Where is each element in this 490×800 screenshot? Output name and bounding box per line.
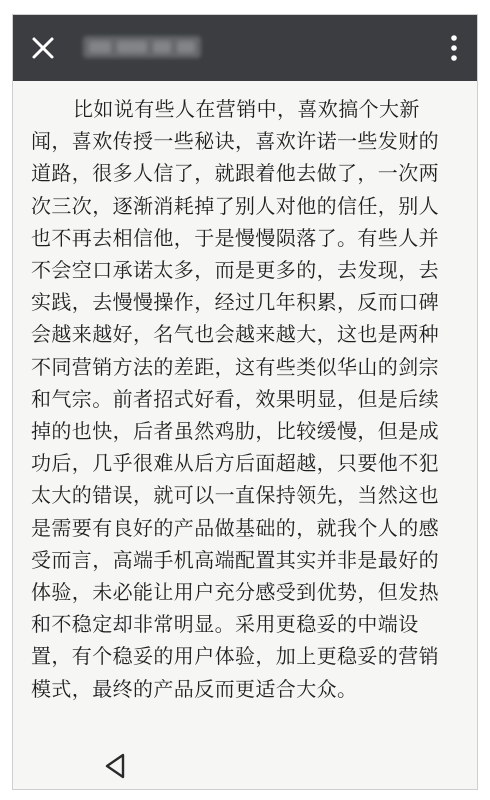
article-line: 道路，很多人信了，就跟着他去做了，一次两 <box>31 161 439 186</box>
back-triangle-icon <box>99 749 133 783</box>
article-line: 不会空口承诺太多，而是更多的，去发现，去 <box>31 258 439 283</box>
title-bar <box>13 15 477 81</box>
article-line: 掉的也快，后者虽然鸡肋，比较缓慢，但是成 <box>31 419 439 444</box>
article-line: 模式，最终的产品反而更适合大众。 <box>31 676 358 701</box>
article-paragraph <box>31 93 467 705</box>
article-line: 置，有个稳妥的用户体验，加上更稳妥的营销 <box>31 644 439 669</box>
navigation-bar <box>13 743 477 789</box>
article-line: 体验，未必能让用户充分感受到优势，但发热 <box>31 580 439 605</box>
article-line: 是需要有良好的产品做基础的，就我个人的感 <box>31 515 439 540</box>
article-line: 会越来越好，名气也会越来越大，这也是两种 <box>31 322 439 347</box>
article-line: 也不再去相信他，于是慢慢陨落了。有些人并 <box>31 225 439 250</box>
article-line: 比如说有些人在营销中，喜欢搞个大新 <box>73 97 420 121</box>
more-options-button[interactable] <box>439 30 469 66</box>
article-content <box>13 81 477 745</box>
article-line: 受而言，高端手机高端配置其实并非是最好的 <box>31 547 439 572</box>
article-line: 和不稳定却非常明显。采用更稳妥的中端设 <box>31 612 419 637</box>
close-icon <box>27 32 59 64</box>
more-vertical-icon <box>439 30 469 66</box>
blurred-page-title <box>83 36 201 58</box>
article-line: 和气宗。前者招式好看，效果明显，但是后续 <box>31 386 439 411</box>
back-button[interactable] <box>99 749 133 783</box>
article-line: 太大的错误，就可以一直保持领先，当然这也 <box>31 483 439 508</box>
article-line: 次三次，逐渐消耗掉了别人对他的信任，别人 <box>31 193 439 218</box>
close-button[interactable] <box>27 32 59 64</box>
article-line: 实践，去慢慢操作，经过几年积累，反而口碑 <box>31 290 439 315</box>
article-line: 功后，几乎很难从后方后面超越，只要他不犯 <box>31 451 439 476</box>
phone-screen <box>12 14 478 790</box>
article-line: 闻，喜欢传授一些秘诀，喜欢许诺一些发财的 <box>31 129 439 154</box>
article-line: 不同营销方法的差距，这有些类似华山的剑宗 <box>31 354 439 379</box>
